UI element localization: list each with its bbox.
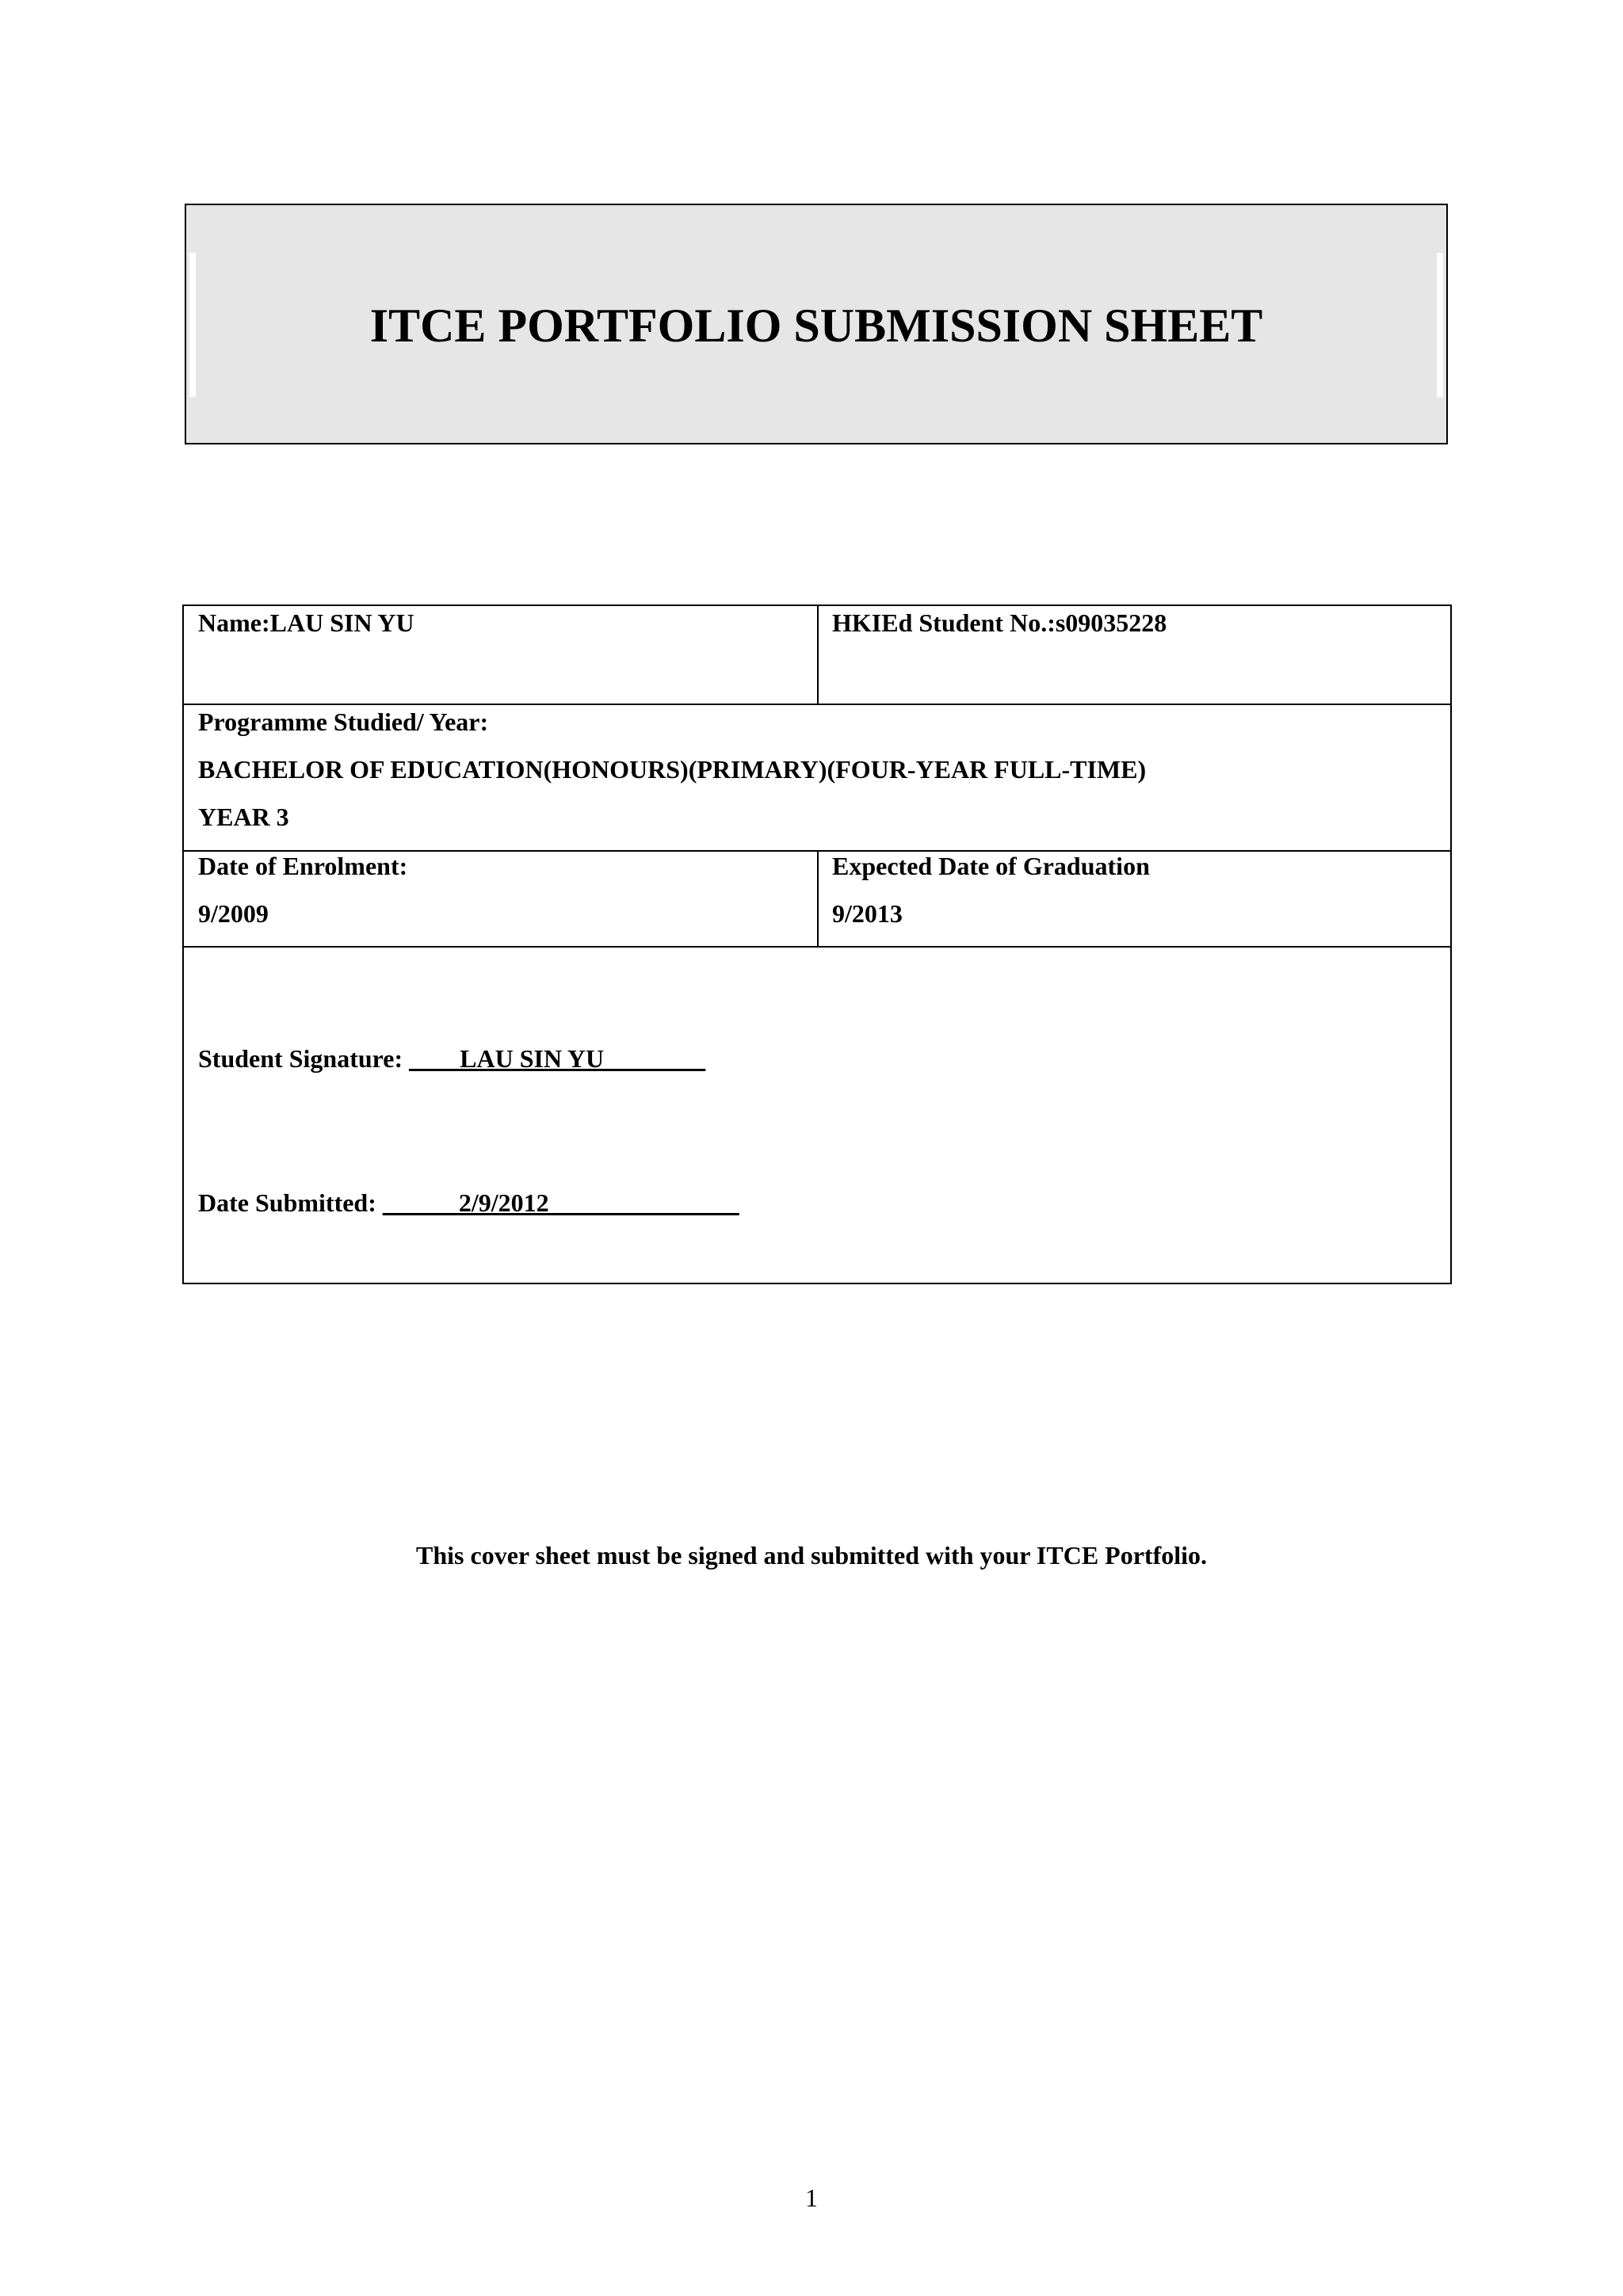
- date-submitted-line: [198, 1187, 739, 1219]
- column-divider: [817, 850, 819, 946]
- programme-value: BACHELOR OF EDUCATION(HONOURS)(PRIMARY)(FOUR-YEAR FULL-TIME): [198, 755, 1147, 784]
- student-number: HKIEd Student No.:s09035228: [832, 608, 1167, 637]
- signature-line: [198, 1043, 705, 1074]
- title-banner: [185, 204, 1448, 444]
- study-year: YEAR 3: [198, 803, 289, 831]
- column-divider: [817, 606, 819, 704]
- signature-label: Student Signature:: [198, 1044, 410, 1073]
- date-submitted-value: ______2/9/2012_______________: [382, 1188, 739, 1217]
- enrolment-date: 9/2009: [198, 899, 269, 928]
- student-info-form: [182, 605, 1452, 1284]
- date-submitted-label: Date Submitted:: [198, 1188, 383, 1217]
- signature-value: ____LAU SIN YU________: [409, 1044, 706, 1073]
- enrolment-label: Date of Enrolment:: [198, 852, 408, 880]
- cover-sheet-note: This cover sheet must be signed and submitted with your ITCE Portfolio.: [416, 1541, 1207, 1569]
- programme-label: Programme Studied/ Year:: [198, 707, 489, 736]
- row-divider: [184, 946, 1450, 948]
- document-title: ITCE PORTFOLIO SUBMISSION SHEET: [369, 299, 1263, 352]
- graduation-date: 9/2013: [832, 899, 903, 928]
- student-name: Name:LAU SIN YU: [198, 608, 414, 637]
- page-number: 1: [805, 2183, 818, 2212]
- row-divider: [184, 704, 1450, 705]
- graduation-label: Expected Date of Graduation: [832, 852, 1150, 880]
